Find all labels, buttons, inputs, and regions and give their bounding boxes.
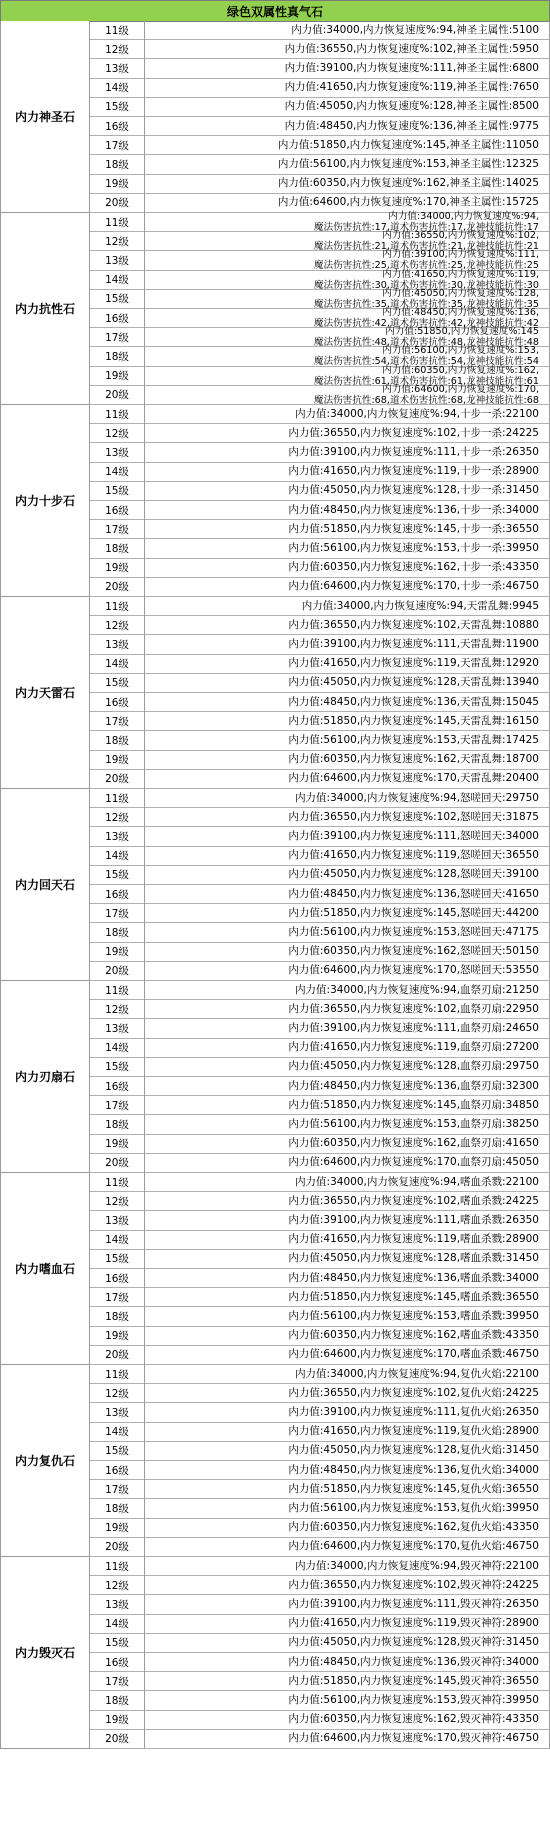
- attribute-value-cell: [145, 981, 550, 1000]
- attribute-text: 内力值:41650,内力恢复速度%:119,血祭刃扇:27200: [288, 1041, 539, 1054]
- level-cell: 16级: [90, 885, 145, 904]
- attribute-value-cell: [145, 674, 550, 693]
- level-cell: 20级: [90, 1346, 145, 1365]
- attribute-text: 内力值:39100,内力恢复速度%:111,: [382, 249, 539, 261]
- attribute-value-cell: [145, 655, 550, 674]
- attribute-value-cell: [145, 1634, 550, 1653]
- attribute-value-cell: [145, 847, 550, 866]
- attribute-text: 内力值:41650,内力恢复速度%:119,嗜血杀戮:28900: [288, 1233, 539, 1246]
- attribute-text: 内力值:34000,内力恢复速度%:94,嗜血杀戮:22100: [295, 1175, 539, 1188]
- attribute-value-cell: [145, 1192, 550, 1211]
- attribute-text: 内力值:51850,内力恢复速度%:145,神圣主属性:11050: [277, 138, 539, 151]
- attribute-value-cell: [145, 712, 550, 731]
- attribute-value-cell: [145, 501, 550, 520]
- attribute-text: 内力值:64600,内力恢复速度%:170,复仇火焰:46750: [288, 1540, 539, 1553]
- level-cell: 14级: [90, 1423, 145, 1442]
- attribute-value-cell: [145, 1327, 550, 1346]
- attribute-value-cell: [145, 693, 550, 712]
- attribute-value-cell: [145, 268, 550, 291]
- attribute-text: 内力值:64600,内力恢复速度%:170,毁灭神符:46750: [288, 1732, 539, 1745]
- attribute-text: 内力值:51850,内力恢复速度%:145,血祭刃扇:34850: [288, 1098, 539, 1111]
- stone-name-cell: 内力抗性石: [0, 213, 90, 405]
- attribute-text: 内力值:51850,内力恢复速度%:145,天雷乱舞:16150: [288, 714, 539, 727]
- attribute-value-cell: [145, 1442, 550, 1461]
- level-cell: 18级: [90, 1499, 145, 1518]
- attribute-value-cell: [145, 136, 550, 155]
- attribute-value-cell: [145, 1557, 550, 1576]
- level-cell: 20级: [90, 386, 145, 405]
- stone-name-cell: 内力十步石: [0, 405, 90, 597]
- attribute-value-cell: [145, 1365, 550, 1384]
- attribute-value-cell: [145, 789, 550, 808]
- attribute-text: 魔法伤害抗性:30,道术伤害抗性:30,龙神技能抗性:30: [313, 279, 539, 291]
- level-cell: 16级: [90, 1461, 145, 1480]
- attribute-value-cell: [145, 808, 550, 827]
- attribute-value-cell: [145, 943, 550, 962]
- attribute-text: 内力值:34000,内力恢复速度%:94,天雷乱舞:9945: [301, 599, 539, 612]
- attribute-text: 内力值:60350,内力恢复速度%:162,血祭刃扇:41650: [288, 1137, 539, 1150]
- level-cell: 18级: [90, 1307, 145, 1326]
- level-cell: 19级: [90, 1327, 145, 1346]
- level-cell: 12级: [90, 1192, 145, 1211]
- level-cell: 13级: [90, 1019, 145, 1038]
- attribute-text: 内力值:45050,内力恢复速度%:128,怒嗟回天:39100: [288, 868, 539, 881]
- level-cell: 11级: [90, 597, 145, 616]
- level-cell: 16级: [90, 1077, 145, 1096]
- attribute-value-cell: [145, 1058, 550, 1077]
- attribute-value-cell: [145, 1173, 550, 1192]
- attribute-text: 内力值:60350,内力恢复速度%:162,: [382, 364, 539, 376]
- level-cell: 13级: [90, 251, 145, 270]
- attribute-text: 内力值:39100,内力恢复速度%:111,嗜血杀戮:26350: [288, 1213, 539, 1226]
- attribute-text: 内力值:45050,内力恢复速度%:128,天雷乱舞:13940: [288, 676, 539, 689]
- attribute-value-cell: [145, 117, 550, 136]
- attribute-text: 内力值:34000,内力恢复速度%:94,毁灭神符:22100: [295, 1559, 539, 1572]
- attribute-value-cell: [145, 1576, 550, 1595]
- attribute-value-cell: [145, 21, 550, 40]
- attribute-text: 魔法伤害抗性:54,道术伤害抗性:54,龙神技能抗性:54: [313, 356, 539, 368]
- stone-name-cell: 内力复仇石: [0, 1365, 90, 1557]
- attribute-text: 内力值:41650,内力恢复速度%:119,: [382, 268, 539, 280]
- level-cell: 13级: [90, 1403, 145, 1422]
- attribute-text: 内力值:34000,内力恢复速度%:94,: [388, 211, 539, 223]
- attribute-value-cell: [145, 1653, 550, 1672]
- level-cell: 15级: [90, 674, 145, 693]
- level-cell: 12级: [90, 1000, 145, 1019]
- level-cell: 14级: [90, 1039, 145, 1058]
- level-cell: 14级: [90, 79, 145, 98]
- attribute-text: 内力值:41650,内力恢复速度%:119,天雷乱舞:12920: [288, 657, 539, 670]
- attribute-value-cell: [145, 1538, 550, 1557]
- attribute-value-cell: [145, 1039, 550, 1058]
- level-cell: 17级: [90, 712, 145, 731]
- attribute-value-cell: [145, 1135, 550, 1154]
- attribute-value-cell: [145, 1711, 550, 1730]
- attribute-text: 内力值:51850,内力恢复速度%:145: [385, 326, 539, 338]
- attribute-value-cell: [145, 1154, 550, 1173]
- attribute-value-cell: [145, 1461, 550, 1480]
- attribute-text: 内力值:56100,内力恢复速度%:153,神圣主属性:12325: [277, 157, 539, 170]
- level-cell: 19级: [90, 559, 145, 578]
- attribute-text: 内力值:39100,内力恢复速度%:111,怒嗟回天:34000: [288, 829, 539, 842]
- level-cell: 15级: [90, 1634, 145, 1653]
- level-cell: 15级: [90, 98, 145, 117]
- attribute-value-cell: [145, 251, 550, 270]
- attribute-value-cell: [145, 1615, 550, 1634]
- attribute-value-cell: [145, 1211, 550, 1230]
- attribute-text: 内力值:64600,内力恢复速度%:170,: [382, 383, 539, 395]
- attribute-text: 内力值:45050,内力恢复速度%:128,神圣主属性:8500: [284, 100, 539, 113]
- attribute-value-cell: [145, 1691, 550, 1710]
- attribute-value-cell: [145, 1480, 550, 1499]
- attribute-text: 内力值:56100,内力恢复速度%:153,复仇火焰:39950: [288, 1501, 539, 1514]
- level-cell: 20级: [90, 1154, 145, 1173]
- attribute-text: 内力值:34000,内力恢复速度%:94,十步一杀:22100: [295, 407, 539, 420]
- attribute-text: 内力值:36550,内力恢复速度%:102,血祭刃扇:22950: [288, 1002, 539, 1015]
- level-cell: 20级: [90, 962, 145, 981]
- level-cell: 12级: [90, 40, 145, 59]
- stone-name-cell: 内力刃扇石: [0, 981, 90, 1173]
- attribute-value-cell: [145, 1269, 550, 1288]
- attribute-text: 内力值:56100,内力恢复速度%:153,天雷乱舞:17425: [288, 733, 539, 746]
- level-cell: 20级: [90, 1538, 145, 1557]
- attribute-text: 内力值:41650,内力恢复速度%:119,毁灭神符:28900: [288, 1617, 539, 1630]
- attribute-text: 魔法伤害抗性:61,道术伤害抗性:61,龙神技能抗性:61: [313, 375, 539, 387]
- level-cell: 15级: [90, 290, 145, 309]
- attribute-value-cell: [145, 770, 550, 789]
- attribute-value-cell: [145, 1346, 550, 1365]
- level-cell: 20级: [90, 578, 145, 597]
- attribute-text: 内力值:36550,内力恢复速度%:102,怒嗟回天:31875: [288, 810, 539, 823]
- attribute-text: 内力值:48450,内力恢复速度%:136,十步一杀:34000: [288, 503, 539, 516]
- attribute-value-cell: [145, 923, 550, 942]
- attribute-text: 内力值:34000,内力恢复速度%:94,神圣主属性:5100: [291, 23, 539, 36]
- attribute-text: 内力值:56100,内力恢复速度%:153,嗜血杀戮:39950: [288, 1309, 539, 1322]
- attribute-value-cell: [145, 443, 550, 462]
- attribute-value-cell: [145, 616, 550, 635]
- attribute-text: 内力值:39100,内力恢复速度%:111,复仇火焰:26350: [288, 1405, 539, 1418]
- stone-name-cell: 内力毁灭石: [0, 1557, 90, 1749]
- attribute-text: 内力值:60350,内力恢复速度%:162,嗜血杀戮:43350: [288, 1329, 539, 1342]
- level-cell: 12级: [90, 808, 145, 827]
- attribute-value-cell: [145, 827, 550, 846]
- attribute-text: 内力值:41650,内力恢复速度%:119,十步一杀:28900: [288, 465, 539, 478]
- level-cell: 16级: [90, 309, 145, 328]
- level-cell: 12级: [90, 424, 145, 443]
- attribute-value-cell: [145, 1077, 550, 1096]
- level-cell: 14级: [90, 1231, 145, 1250]
- level-cell: 14级: [90, 655, 145, 674]
- attribute-text: 内力值:45050,内力恢复速度%:128,血祭刃扇:29750: [288, 1060, 539, 1073]
- stone-name-cell: 内力神圣石: [0, 21, 90, 213]
- level-cell: 19级: [90, 943, 145, 962]
- attribute-text: 内力值:56100,内力恢复速度%:153,十步一杀:39950: [288, 541, 539, 554]
- attribute-text: 内力值:45050,内力恢复速度%:128,毁灭神符:31450: [288, 1636, 539, 1649]
- level-cell: 16级: [90, 1653, 145, 1672]
- attribute-text: 内力值:48450,内力恢复速度%:136,血祭刃扇:32300: [288, 1079, 539, 1092]
- attribute-value-cell: [145, 424, 550, 443]
- attribute-text: 内力值:64600,内力恢复速度%:170,天雷乱舞:20400: [288, 772, 539, 785]
- attribute-value-cell: [145, 40, 550, 59]
- attribute-text: 内力值:51850,内力恢复速度%:145,复仇火焰:36550: [288, 1482, 539, 1495]
- level-cell: 19级: [90, 1711, 145, 1730]
- attribute-text: 内力值:36550,内力恢复速度%:102,复仇火焰:24225: [288, 1386, 539, 1399]
- attribute-text: 内力值:41650,内力恢复速度%:119,复仇火焰:28900: [288, 1425, 539, 1438]
- attribute-text: 内力值:56100,内力恢复速度%:153,毁灭神符:39950: [288, 1693, 539, 1706]
- attribute-value-cell: [145, 904, 550, 923]
- level-cell: 13级: [90, 1211, 145, 1230]
- level-cell: 16级: [90, 501, 145, 520]
- attribute-text: 内力值:51850,内力恢复速度%:145,怒嗟回天:44200: [288, 906, 539, 919]
- attribute-value-cell: [145, 1019, 550, 1038]
- level-cell: 15级: [90, 1442, 145, 1461]
- attribute-value-cell: [145, 520, 550, 539]
- attribute-text: 内力值:39100,内力恢复速度%:111,血祭刃扇:24650: [288, 1021, 539, 1034]
- attribute-value-cell: [145, 98, 550, 117]
- attribute-value-cell: [145, 79, 550, 98]
- attribute-text: 内力值:36550,内力恢复速度%:102,十步一杀:24225: [288, 426, 539, 439]
- attribute-text: 内力值:64600,内力恢复速度%:170,嗜血杀戮:46750: [288, 1348, 539, 1361]
- attribute-text: 内力值:34000,内力恢复速度%:94,怒嗟回天:29750: [295, 791, 539, 804]
- level-cell: 11级: [90, 405, 145, 424]
- attribute-text: 内力值:56100,内力恢复速度%:153,: [382, 345, 539, 357]
- level-cell: 18级: [90, 1691, 145, 1710]
- attribute-text: 内力值:39100,内力恢复速度%:111,天雷乱舞:11900: [288, 637, 539, 650]
- attribute-value-cell: [145, 383, 550, 406]
- attribute-text: 内力值:48450,内力恢复速度%:136,毁灭神符:34000: [288, 1655, 539, 1668]
- level-cell: 15级: [90, 1058, 145, 1077]
- attribute-text: 内力值:56100,内力恢复速度%:153,血祭刃扇:38250: [288, 1117, 539, 1130]
- attribute-text: 魔法伤害抗性:25,道术伤害抗性:25,龙神技能抗性:25: [313, 260, 539, 272]
- level-cell: 12级: [90, 232, 145, 251]
- attribute-text: 内力值:48450,内力恢复速度%:136,神圣主属性:9775: [284, 119, 539, 132]
- attribute-value-cell: [145, 347, 550, 366]
- level-cell: 15级: [90, 1250, 145, 1269]
- attribute-value-cell: [145, 364, 550, 387]
- attribute-text: 内力值:51850,内力恢复速度%:145,嗜血杀戮:36550: [288, 1290, 539, 1303]
- attribute-value-cell: [145, 59, 550, 78]
- attribute-text: 内力值:36550,内力恢复速度%:102,神圣主属性:5950: [284, 42, 539, 55]
- attribute-text: 内力值:60350,内力恢复速度%:162,毁灭神符:43350: [288, 1713, 539, 1726]
- level-cell: 11级: [90, 981, 145, 1000]
- attribute-value-cell: [145, 539, 550, 558]
- level-cell: 15级: [90, 482, 145, 501]
- attribute-value-cell: [145, 962, 550, 981]
- level-cell: 12级: [90, 1576, 145, 1595]
- attribute-value-cell: [145, 885, 550, 904]
- attribute-text: 魔法伤害抗性:17,道术伤害抗性:17,龙神技能抗性:17: [313, 222, 539, 234]
- level-cell: 11级: [90, 21, 145, 40]
- attribute-text: 内力值:39100,内力恢复速度%:111,十步一杀:26350: [288, 445, 539, 458]
- level-cell: 20级: [90, 770, 145, 789]
- attribute-value-cell: [145, 635, 550, 654]
- attribute-text: 内力值:56100,内力恢复速度%:153,怒嗟回天:47175: [288, 925, 539, 938]
- attribute-text: 内力值:60350,内力恢复速度%:162,天雷乱舞:18700: [288, 753, 539, 766]
- level-cell: 20级: [90, 194, 145, 213]
- stone-name-cell: 内力天雷石: [0, 597, 90, 789]
- attribute-value-cell: [145, 155, 550, 174]
- level-cell: 19级: [90, 175, 145, 194]
- attribute-text: 内力值:36550,内力恢复速度%:102,毁灭神符:24225: [288, 1578, 539, 1591]
- level-cell: 13级: [90, 443, 145, 462]
- attribute-value-cell: [145, 1423, 550, 1442]
- attribute-value-cell: [145, 731, 550, 750]
- attribute-value-cell: [145, 1672, 550, 1691]
- level-cell: 11级: [90, 789, 145, 808]
- attribute-text: 内力值:64600,内力恢复速度%:170,血祭刃扇:45050: [288, 1156, 539, 1169]
- level-cell: 14级: [90, 463, 145, 482]
- attribute-value-cell: [145, 1307, 550, 1326]
- level-cell: 18级: [90, 731, 145, 750]
- level-cell: 18级: [90, 539, 145, 558]
- attribute-value-cell: [145, 1096, 550, 1115]
- attribute-value-cell: [145, 1000, 550, 1019]
- level-cell: 13级: [90, 1595, 145, 1614]
- attribute-text: 内力值:39100,内力恢复速度%:111,毁灭神符:26350: [288, 1597, 539, 1610]
- level-cell: 19级: [90, 1519, 145, 1538]
- attribute-text: 内力值:48450,内力恢复速度%:136,天雷乱舞:15045: [288, 695, 539, 708]
- attribute-text: 内力值:60350,内力恢复速度%:162,神圣主属性:14025: [277, 177, 539, 190]
- level-cell: 17级: [90, 1672, 145, 1691]
- attribute-text: 内力值:60350,内力恢复速度%:162,复仇火焰:43350: [288, 1521, 539, 1534]
- attribute-text: 内力值:41650,内力恢复速度%:119,怒嗟回天:36550: [288, 849, 539, 862]
- level-cell: 11级: [90, 1557, 145, 1576]
- level-cell: 12级: [90, 1384, 145, 1403]
- attribute-text: 内力值:34000,内力恢复速度%:94,血祭刃扇:21250: [295, 983, 539, 996]
- attribute-text: 内力值:48450,内力恢复速度%:136,: [382, 307, 539, 319]
- attribute-value-cell: [145, 751, 550, 770]
- attribute-value-cell: [145, 1115, 550, 1134]
- attribute-text: 内力值:48450,内力恢复速度%:136,怒嗟回天:41650: [288, 887, 539, 900]
- level-cell: 17级: [90, 904, 145, 923]
- attribute-text: 内力值:60350,内力恢复速度%:162,十步一杀:43350: [288, 561, 539, 574]
- attribute-text: 内力值:41650,内力恢复速度%:119,神圣主属性:7650: [284, 81, 539, 94]
- table-title: 绿色双属性真气石: [0, 0, 550, 22]
- level-cell: 11级: [90, 1365, 145, 1384]
- level-cell: 16级: [90, 693, 145, 712]
- level-cell: 13级: [90, 827, 145, 846]
- attribute-text: 内力值:51850,内力恢复速度%:145,十步一杀:36550: [288, 522, 539, 535]
- attribute-value-cell: [145, 1730, 550, 1749]
- level-cell: 14级: [90, 271, 145, 290]
- level-cell: 14级: [90, 847, 145, 866]
- level-cell: 17级: [90, 1480, 145, 1499]
- level-cell: 18级: [90, 347, 145, 366]
- attribute-text: 魔法伤害抗性:48,道术伤害抗性:48,龙神技能抗性:48: [313, 337, 539, 349]
- attribute-text: 内力值:45050,内力恢复速度%:128,十步一杀:31450: [288, 484, 539, 497]
- level-cell: 16级: [90, 1269, 145, 1288]
- level-cell: 18级: [90, 155, 145, 174]
- level-cell: 17级: [90, 136, 145, 155]
- attribute-text: 内力值:64600,内力恢复速度%:170,十步一杀:46750: [288, 580, 539, 593]
- attribute-text: 魔法伤害抗性:42,道术伤害抗性:42,龙神技能抗性:42: [313, 318, 539, 330]
- level-cell: 18级: [90, 1115, 145, 1134]
- attribute-text: 内力值:51850,内力恢复速度%:145,毁灭神符:36550: [288, 1674, 539, 1687]
- attribute-value-cell: [145, 463, 550, 482]
- attribute-text: 内力值:36550,内力恢复速度%:102,嗜血杀戮:24225: [288, 1194, 539, 1207]
- attribute-value-cell: [145, 866, 550, 885]
- level-cell: 17级: [90, 328, 145, 347]
- level-cell: 11级: [90, 1173, 145, 1192]
- attribute-value-cell: [145, 175, 550, 194]
- attribute-text: 内力值:45050,内力恢复速度%:128,复仇火焰:31450: [288, 1444, 539, 1457]
- attribute-value-cell: [145, 482, 550, 501]
- level-cell: 17级: [90, 520, 145, 539]
- level-cell: 16级: [90, 117, 145, 136]
- attribute-text: 内力值:34000,内力恢复速度%:94,复仇火焰:22100: [295, 1367, 539, 1380]
- attribute-value-cell: [145, 1384, 550, 1403]
- attribute-value-cell: [145, 1403, 550, 1422]
- attribute-value-cell: [145, 1499, 550, 1518]
- level-cell: 19级: [90, 367, 145, 386]
- attribute-value-cell: [145, 559, 550, 578]
- level-cell: 18级: [90, 923, 145, 942]
- attribute-value-cell: [145, 597, 550, 616]
- attribute-text: 内力值:45050,内力恢复速度%:128,嗜血杀戮:31450: [288, 1252, 539, 1265]
- level-cell: 14级: [90, 1615, 145, 1634]
- attribute-text: 魔法伤害抗性:21,道术伤害抗性:21,龙神技能抗性:21: [313, 241, 539, 253]
- stone-name-cell: 内力回天石: [0, 789, 90, 981]
- attribute-text: 内力值:45050,内力恢复速度%:128,: [382, 287, 539, 299]
- level-cell: 17级: [90, 1096, 145, 1115]
- attribute-value-cell: [145, 1231, 550, 1250]
- attribute-text: 内力值:36550,内力恢复速度%:102,天雷乱舞:10880: [288, 618, 539, 631]
- attribute-text: 魔法伤害抗性:35,道术伤害抗性:35,龙神技能抗性:35: [313, 298, 539, 310]
- level-cell: 19级: [90, 1135, 145, 1154]
- level-cell: 15级: [90, 866, 145, 885]
- level-cell: 11级: [90, 213, 145, 232]
- level-cell: 17级: [90, 1288, 145, 1307]
- level-cell: 13级: [90, 635, 145, 654]
- attribute-value-cell: [145, 405, 550, 424]
- level-cell: 20级: [90, 1730, 145, 1749]
- attribute-text: 内力值:64600,内力恢复速度%:170,怒嗟回天:53550: [288, 964, 539, 977]
- level-cell: 19级: [90, 751, 145, 770]
- attribute-text: 魔法伤害抗性:68,道术伤害抗性:68,龙神技能抗性:68: [313, 394, 539, 406]
- attribute-text: 内力值:48450,内力恢复速度%:136,复仇火焰:34000: [288, 1463, 539, 1476]
- attribute-value-cell: [145, 578, 550, 597]
- attribute-text: 内力值:39100,内力恢复速度%:111,神圣主属性:6800: [284, 61, 539, 74]
- attribute-value-cell: [145, 1288, 550, 1307]
- attribute-value-cell: [145, 1519, 550, 1538]
- attribute-value-cell: [145, 1595, 550, 1614]
- attribute-text: 内力值:64600,内力恢复速度%:170,神圣主属性:15725: [277, 196, 539, 209]
- attribute-value-cell: [145, 1250, 550, 1269]
- attribute-text: 内力值:36550,内力恢复速度%:102,: [382, 230, 539, 242]
- level-cell: 13级: [90, 59, 145, 78]
- attribute-text: 内力值:48450,内力恢复速度%:136,嗜血杀戮:34000: [288, 1271, 539, 1284]
- attribute-text: 内力值:60350,内力恢复速度%:162,怒嗟回天:50150: [288, 945, 539, 958]
- level-cell: 12级: [90, 616, 145, 635]
- stone-name-cell: 内力嗜血石: [0, 1173, 90, 1365]
